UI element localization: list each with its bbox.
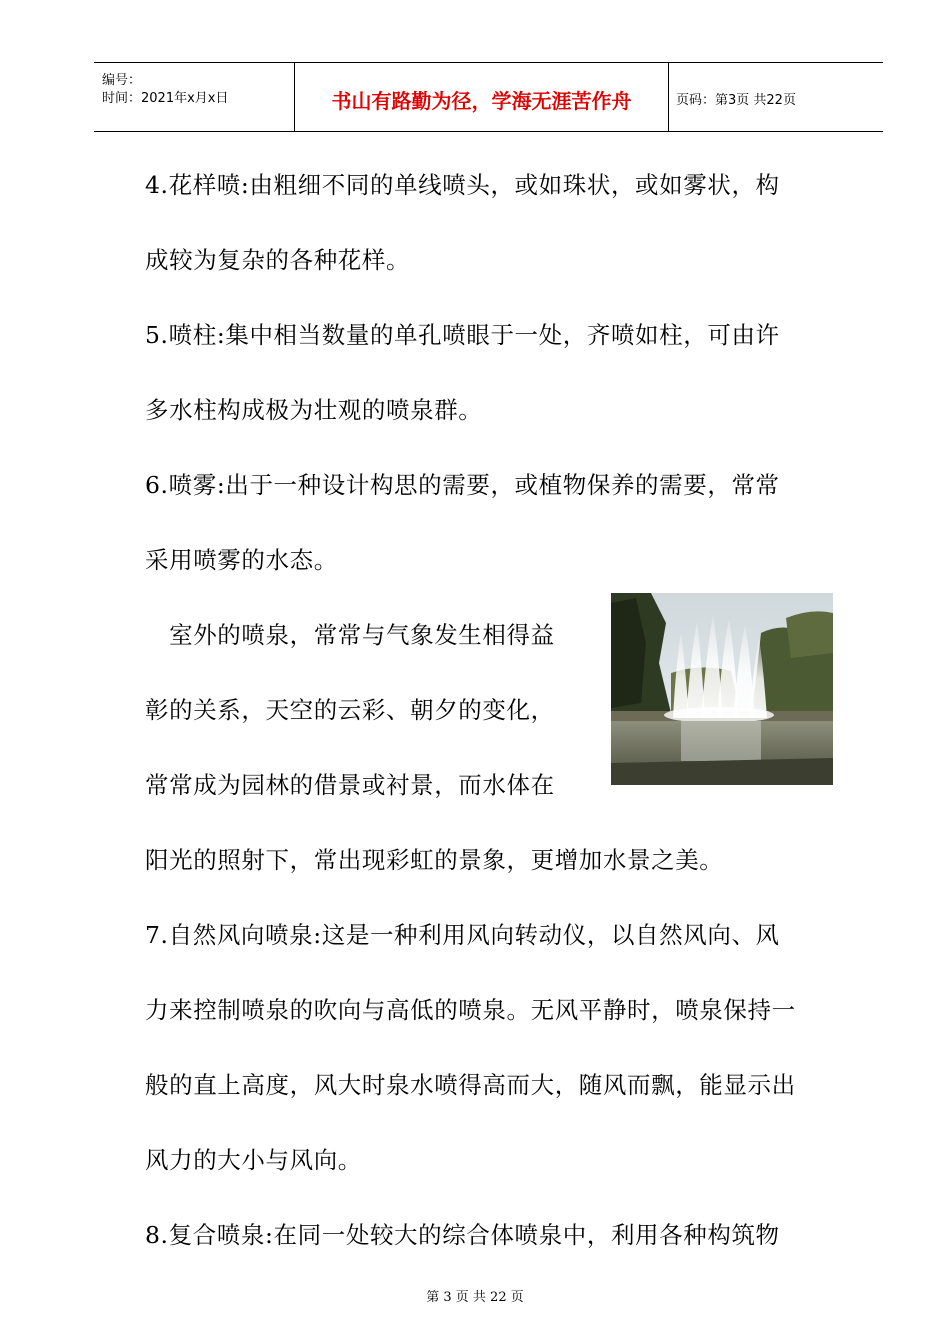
text-line: 阳光的照射下，常出现彩虹的景象，更增加水景之美。 [145,846,724,874]
header-motto-cell [294,63,669,131]
text-line: 5.喷柱:集中相当数量的单孔喷眼于一处，齐喷如柱，可由许 [145,321,780,349]
time-label: 时间：2021年x月x日 [102,91,229,106]
text-line: 4.花样喷:由粗细不同的单线喷头，或如珠状，或如雾状，构 [145,171,780,199]
text-line: 常常成为园林的借景或衬景，而水体在 [145,771,555,799]
number-label: 编号： [102,73,142,88]
fountain-photo [611,593,833,785]
page-header [94,62,883,132]
header-page-cell [668,63,883,131]
text-line: 6.喷雾:出于一种设计构思的需要，或植物保养的需要，常常 [145,471,780,499]
text-line: 8.复合喷泉:在同一处较大的综合体喷泉中，利用各种构筑物 [145,1221,780,1249]
text-line: 彰的关系，天空的云彩、朝夕的变化， [145,696,555,724]
text-line: 般的直上高度，风大时泉水喷得高而大，随风而飘，能显示出 [145,1071,796,1099]
text-line: 多水柱构成极为壮观的喷泉群。 [145,396,483,424]
text-line: 室外的喷泉，常常与气象发生相得益 [145,621,555,649]
page-footer: 第 3 页 共 22 页 [426,1290,524,1305]
header-meta-cell [94,63,294,131]
text-line: 7.自然风向喷泉:这是一种利用风向转动仪，以自然风向、风 [145,921,780,949]
header-motto: 书山有路勤为径，学海无涯苦作舟 [331,89,632,113]
text-line: 成较为复杂的各种花样。 [145,246,411,274]
text-line: 采用喷雾的水态。 [145,546,338,574]
text-line: 力来控制喷泉的吹向与高低的喷泉。无风平静时，喷泉保持一 [145,996,796,1024]
fountain-image [611,593,833,785]
text-line: 风力的大小与风向。 [145,1146,362,1174]
header-page-info: 页码：第3页 共22页 [676,93,796,108]
